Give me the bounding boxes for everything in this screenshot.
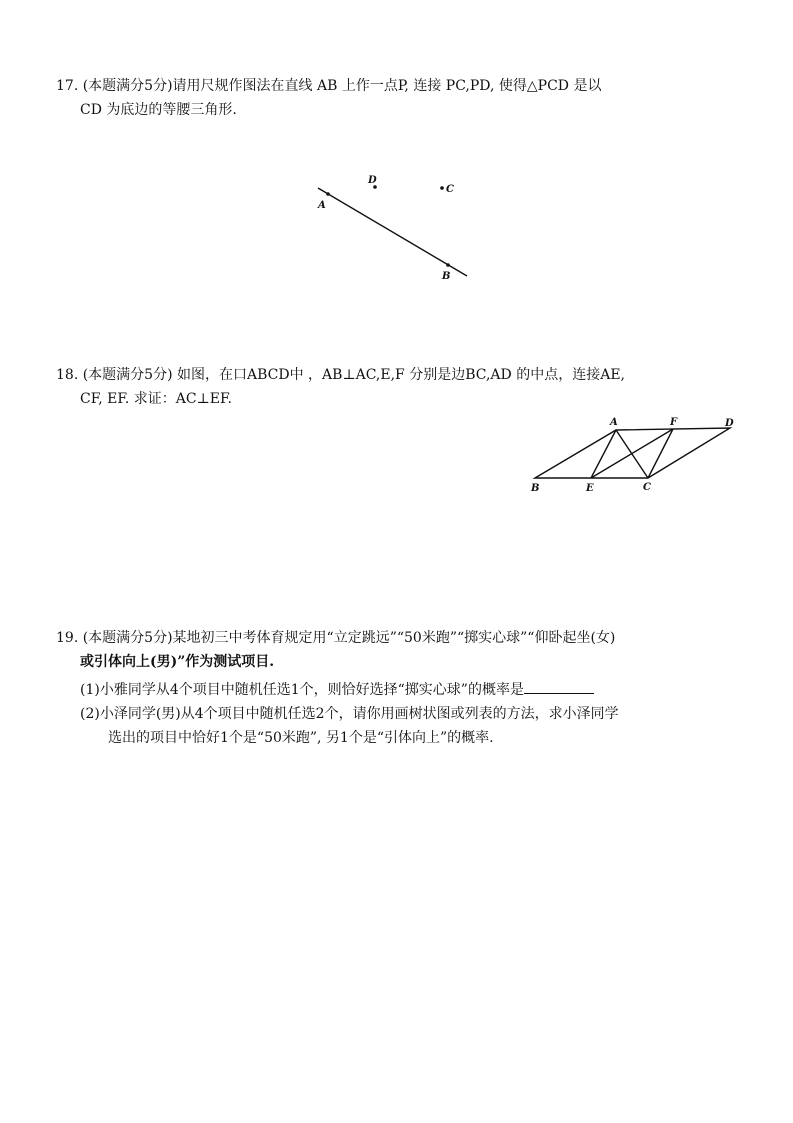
label-c: C [643, 482, 651, 493]
q17-text-line1: 17. (本题满分5分)请用尺规作图法在直线 AB 上作一点P, 连接 PC,PD, 使得△PCD 是以 [56, 78, 602, 94]
label-e: E [586, 483, 594, 494]
q19-sub1 [56, 678, 746, 702]
label-b: B [442, 271, 451, 282]
label-d: D [368, 175, 377, 186]
label-f: F [670, 417, 678, 428]
label-a: A [318, 200, 326, 211]
question-19 [56, 626, 746, 750]
answer-blank[interactable] [524, 679, 594, 694]
q18-text-line1: 18. (本题满分5分) 如图，在口ABCD中 ，AB⊥AC,E,F 分别是边BC,AD 的中点，连接AE, [56, 367, 625, 383]
label-b: B [531, 483, 540, 494]
label-d: D [725, 418, 734, 429]
q19-text-line2: 或引体向上(男)”作为测试项目. [80, 654, 275, 670]
q17-text-line2: CD 为底边的等腰三角形. [80, 102, 237, 118]
q19-sub2-line1: (2)小泽同学(男)从4个项目中随机任选2个，请你用画树状图或列表的方法，求小泽同学 [80, 706, 619, 722]
q19-sub2-line2: 选出的项目中恰好1个是“50米跑”, 另1个是“引体向上”的概率. [108, 730, 494, 746]
q18-text-line2: CF, EF. 求证：AC⊥EF. [80, 391, 232, 407]
q19-text-line1: 19. (本题满分5分)某地初三中考体育规定用“立定跳远”“50米跑”“掷实心球”“仰卧起坐(女) [56, 630, 616, 646]
q19-sub1-text: (1)小雅同学从4个项目中随机任选1个，则恰好选择“掷实心球”的概率是 [80, 682, 524, 698]
label-a: A [610, 417, 618, 428]
label-c: C [446, 184, 454, 195]
